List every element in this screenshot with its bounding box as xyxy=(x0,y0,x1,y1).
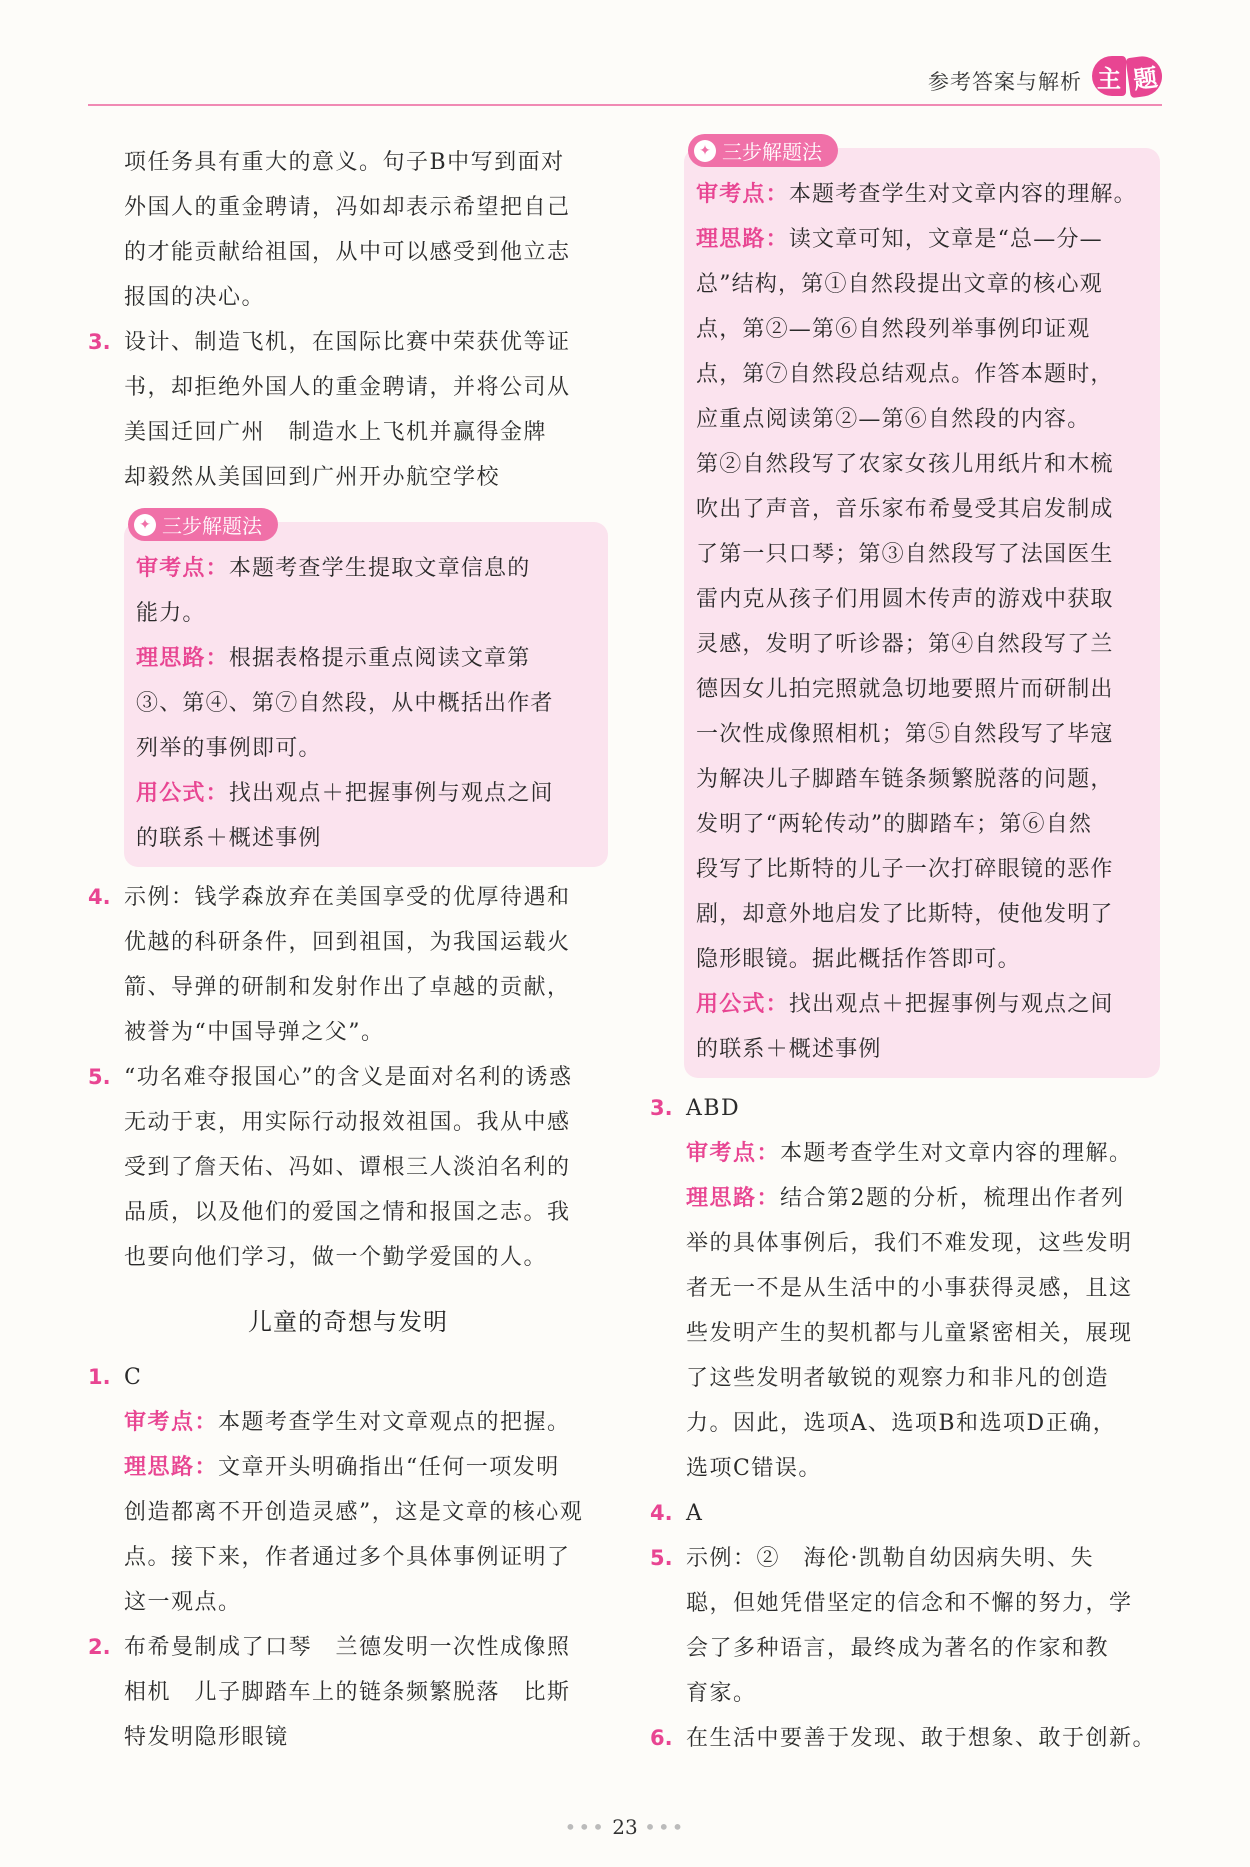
text-line: 聪，但她凭借坚定的信念和不懈的努力，学 xyxy=(686,1591,1133,1616)
topic-badge xyxy=(1092,56,1162,98)
text-line: 却毅然从美国回到广州开办航空学校 xyxy=(124,465,501,490)
section-answer-2 xyxy=(88,1625,608,1760)
text-line: 点，第②—第⑥自然段列举事例印证观 xyxy=(696,317,1091,342)
text-line: 点。接下来，作者通过多个具体事例证明了 xyxy=(124,1545,571,1570)
answer-choice: C xyxy=(124,1365,143,1390)
text-line: 应重点阅读第②—第⑥自然段的内容。 xyxy=(696,407,1091,432)
answer-number: 6. xyxy=(650,1726,673,1750)
text-line: 会了多种语言，最终成为著名的作家和教 xyxy=(686,1636,1110,1661)
text-line: 找出观点＋把握事例与观点之间 xyxy=(788,992,1114,1017)
badge-char-1: 主 xyxy=(1092,56,1126,96)
footer-dots: ••• xyxy=(564,1815,606,1839)
answer-5 xyxy=(88,1055,608,1280)
text-line: 些发明产生的契机都与儿童紧密相关，展现 xyxy=(686,1321,1133,1346)
step-label: 审考点： xyxy=(686,1140,781,1166)
solution-box-title xyxy=(128,508,278,541)
text-line: 隐形眼镜。据此概括作答即可。 xyxy=(696,947,1021,972)
text-line: 本题考查学生对文章观点的把握。 xyxy=(218,1410,571,1435)
text-line: 报国的决心。 xyxy=(124,285,266,310)
step-label: 审考点： xyxy=(124,1409,219,1435)
text-line: 了第一只口琴；第③自然段写了法国医生 xyxy=(696,542,1114,567)
text-line: 受到了詹天佑、冯如、谭根三人淡泊名利的 xyxy=(124,1155,571,1180)
text-line: 项任务具有重大的意义。句子B中写到面对 xyxy=(124,150,565,175)
step-label: 用公式： xyxy=(136,780,229,806)
text-line: 品质，以及他们的爱国之情和报国之志。我 xyxy=(124,1200,571,1225)
text-line: 德因女儿拍完照就急切地要照片而研制出 xyxy=(696,677,1114,702)
text-line: 本题考查学生提取文章信息的 xyxy=(228,556,531,581)
left-column xyxy=(88,140,608,1760)
continued-answer xyxy=(88,140,608,320)
text-line: 的才能贡献给祖国，从中可以感受到他立志 xyxy=(124,240,571,265)
text-line: 了这些发明者敏锐的观察力和非凡的创造 xyxy=(686,1366,1110,1391)
footer-dots: ••• xyxy=(644,1815,686,1839)
text-line: 灵感，发明了听诊器；第④自然段写了兰 xyxy=(696,632,1114,657)
step-label: 理思路： xyxy=(124,1454,219,1480)
text-line: 选项C错误。 xyxy=(686,1456,822,1481)
text-line: 段写了比斯特的儿子一次打碎眼镜的恶作 xyxy=(696,857,1114,882)
section-answer-1 xyxy=(88,1355,608,1625)
answer-choice: ABD xyxy=(686,1096,741,1121)
answer-number: 3. xyxy=(650,1096,673,1120)
text-line: 剧，却意外地启发了比斯特，使他发明了 xyxy=(696,902,1114,927)
solution-box-title-text: 三步解题法 xyxy=(722,140,822,164)
text-line: 总”结构，第①自然段提出文章的核心观 xyxy=(696,272,1103,297)
text-line: 点，第⑦自然段总结观点。作答本题时， xyxy=(696,362,1114,387)
text-line: 本题考查学生对文章内容的理解。 xyxy=(788,182,1137,207)
text-line: 为解决儿子脚踏车链条频繁脱落的问题， xyxy=(696,767,1114,792)
text-line: 者无一不是从生活中的小事获得灵感，且这 xyxy=(686,1276,1133,1301)
text-line: 设计、制造飞机，在国际比赛中荣获优等证 xyxy=(124,330,571,355)
text-line: 箭、导弹的研制和发射作出了卓越的贡献， xyxy=(124,975,571,1000)
text-line: 找出观点＋把握事例与观点之间 xyxy=(228,781,554,806)
lightbulb-icon: ✦ xyxy=(694,140,716,162)
answer-choice: A xyxy=(686,1501,704,1526)
section-answer-3 xyxy=(650,1086,1160,1491)
step-label: 审考点： xyxy=(696,181,789,207)
text-line: 列举的事例即可。 xyxy=(136,736,322,761)
text-line: “功名难夺报国心”的含义是面对名利的诱惑 xyxy=(124,1065,573,1090)
text-line: 举的具体事例后，我们不难发现，这些发明 xyxy=(686,1231,1133,1256)
page-header xyxy=(88,48,1162,106)
text-line: 这一观点。 xyxy=(124,1590,242,1615)
text-line: ③、第④、第⑦自然段，从中概括出作者 xyxy=(136,691,554,716)
text-line: 相机 儿子脚踏车上的链条频繁脱落 比斯 xyxy=(124,1680,571,1705)
text-line: 读文章可知，文章是“总—分— xyxy=(788,227,1103,252)
text-line: 第②自然段写了农家女孩儿用纸片和木梳 xyxy=(696,452,1114,477)
text-line: 布希曼制成了口琴 兰德发明一次性成像照 xyxy=(124,1635,571,1660)
section-answer-5 xyxy=(650,1536,1160,1716)
text-line: 示例：钱学森放弃在美国享受的优厚待遇和 xyxy=(124,885,571,910)
text-line: 也要向他们学习，做一个勤学爱国的人。 xyxy=(124,1245,548,1270)
text-line: 雷内克从孩子们用圆木传声的游戏中获取 xyxy=(696,587,1114,612)
text-line: 结合第2题的分析，梳理出作者列 xyxy=(780,1186,1125,1211)
header-title: 参考答案与解析 xyxy=(928,70,1082,94)
answer-4 xyxy=(88,875,608,1055)
text-line: 示例：② 海伦·凯勒自幼因病失明、失 xyxy=(686,1546,1094,1571)
solution-box-title xyxy=(688,134,838,167)
lightbulb-icon: ✦ xyxy=(134,514,156,536)
text-line: 吹出了声音，音乐家布希曼受其启发制成 xyxy=(696,497,1114,522)
solution-box xyxy=(684,140,1160,1078)
text-line: 美国迁回广州 制造水上飞机并赢得金牌 xyxy=(124,420,548,445)
text-line: 根据表格提示重点阅读文章第 xyxy=(228,646,531,671)
badge-char-2: 题 xyxy=(1125,54,1164,98)
text-line: 育家。 xyxy=(686,1681,757,1706)
page-number: 23 xyxy=(612,1815,638,1839)
text-line: 创造都离不开创造灵感”，这是文章的核心观 xyxy=(124,1500,584,1525)
text-line: 文章开头明确指出“任何一项发明 xyxy=(218,1455,560,1480)
step-label: 理思路： xyxy=(696,226,789,252)
text-line: 力。因此，选项A、选项B和选项D正确， xyxy=(686,1411,1117,1436)
step-label: 理思路： xyxy=(686,1185,781,1211)
text-line: 无动于衷，用实际行动报效祖国。我从中感 xyxy=(124,1110,571,1135)
section-answer-4 xyxy=(650,1491,1160,1536)
answer-number: 5. xyxy=(88,1065,111,1089)
step-label: 理思路： xyxy=(136,645,229,671)
text-line: 在生活中要善于发现、敢于想象、敢于创新。 xyxy=(686,1726,1157,1751)
answer-3 xyxy=(88,320,608,500)
page-footer xyxy=(0,1815,1250,1839)
solution-box-title-text: 三步解题法 xyxy=(162,514,262,538)
section-answer-6 xyxy=(650,1716,1160,1761)
answer-number: 4. xyxy=(88,885,111,909)
section-title: 儿童的奇想与发明 xyxy=(248,1308,448,1336)
answer-number: 1. xyxy=(88,1365,111,1389)
text-line: 能力。 xyxy=(136,601,206,626)
text-line: 优越的科研条件，回到祖国，为我国运载火 xyxy=(124,930,571,955)
text-line: 的联系＋概述事例 xyxy=(136,826,322,851)
text-line: 特发明隐形眼镜 xyxy=(124,1725,289,1750)
answer-number: 2. xyxy=(88,1635,111,1659)
answer-number: 4. xyxy=(650,1501,673,1525)
text-line: 发明了“两轮传动”的脚踏车；第⑥自然 xyxy=(696,812,1093,837)
answer-number: 5. xyxy=(650,1546,673,1570)
step-label: 审考点： xyxy=(136,555,229,581)
answer-number: 3. xyxy=(88,330,111,354)
text-line: 被誉为“中国导弹之父”。 xyxy=(124,1020,385,1045)
right-column xyxy=(650,140,1160,1761)
solution-box xyxy=(124,514,608,867)
text-line: 一次性成像照相机；第⑤自然段写了毕寇 xyxy=(696,722,1114,747)
step-label: 用公式： xyxy=(696,991,789,1017)
text-line: 外国人的重金聘请，冯如却表示希望把自己 xyxy=(124,195,571,220)
text-line: 本题考查学生对文章内容的理解。 xyxy=(780,1141,1133,1166)
text-line: 的联系＋概述事例 xyxy=(696,1037,882,1062)
text-line: 书，却拒绝外国人的重金聘请，并将公司从 xyxy=(124,375,571,400)
